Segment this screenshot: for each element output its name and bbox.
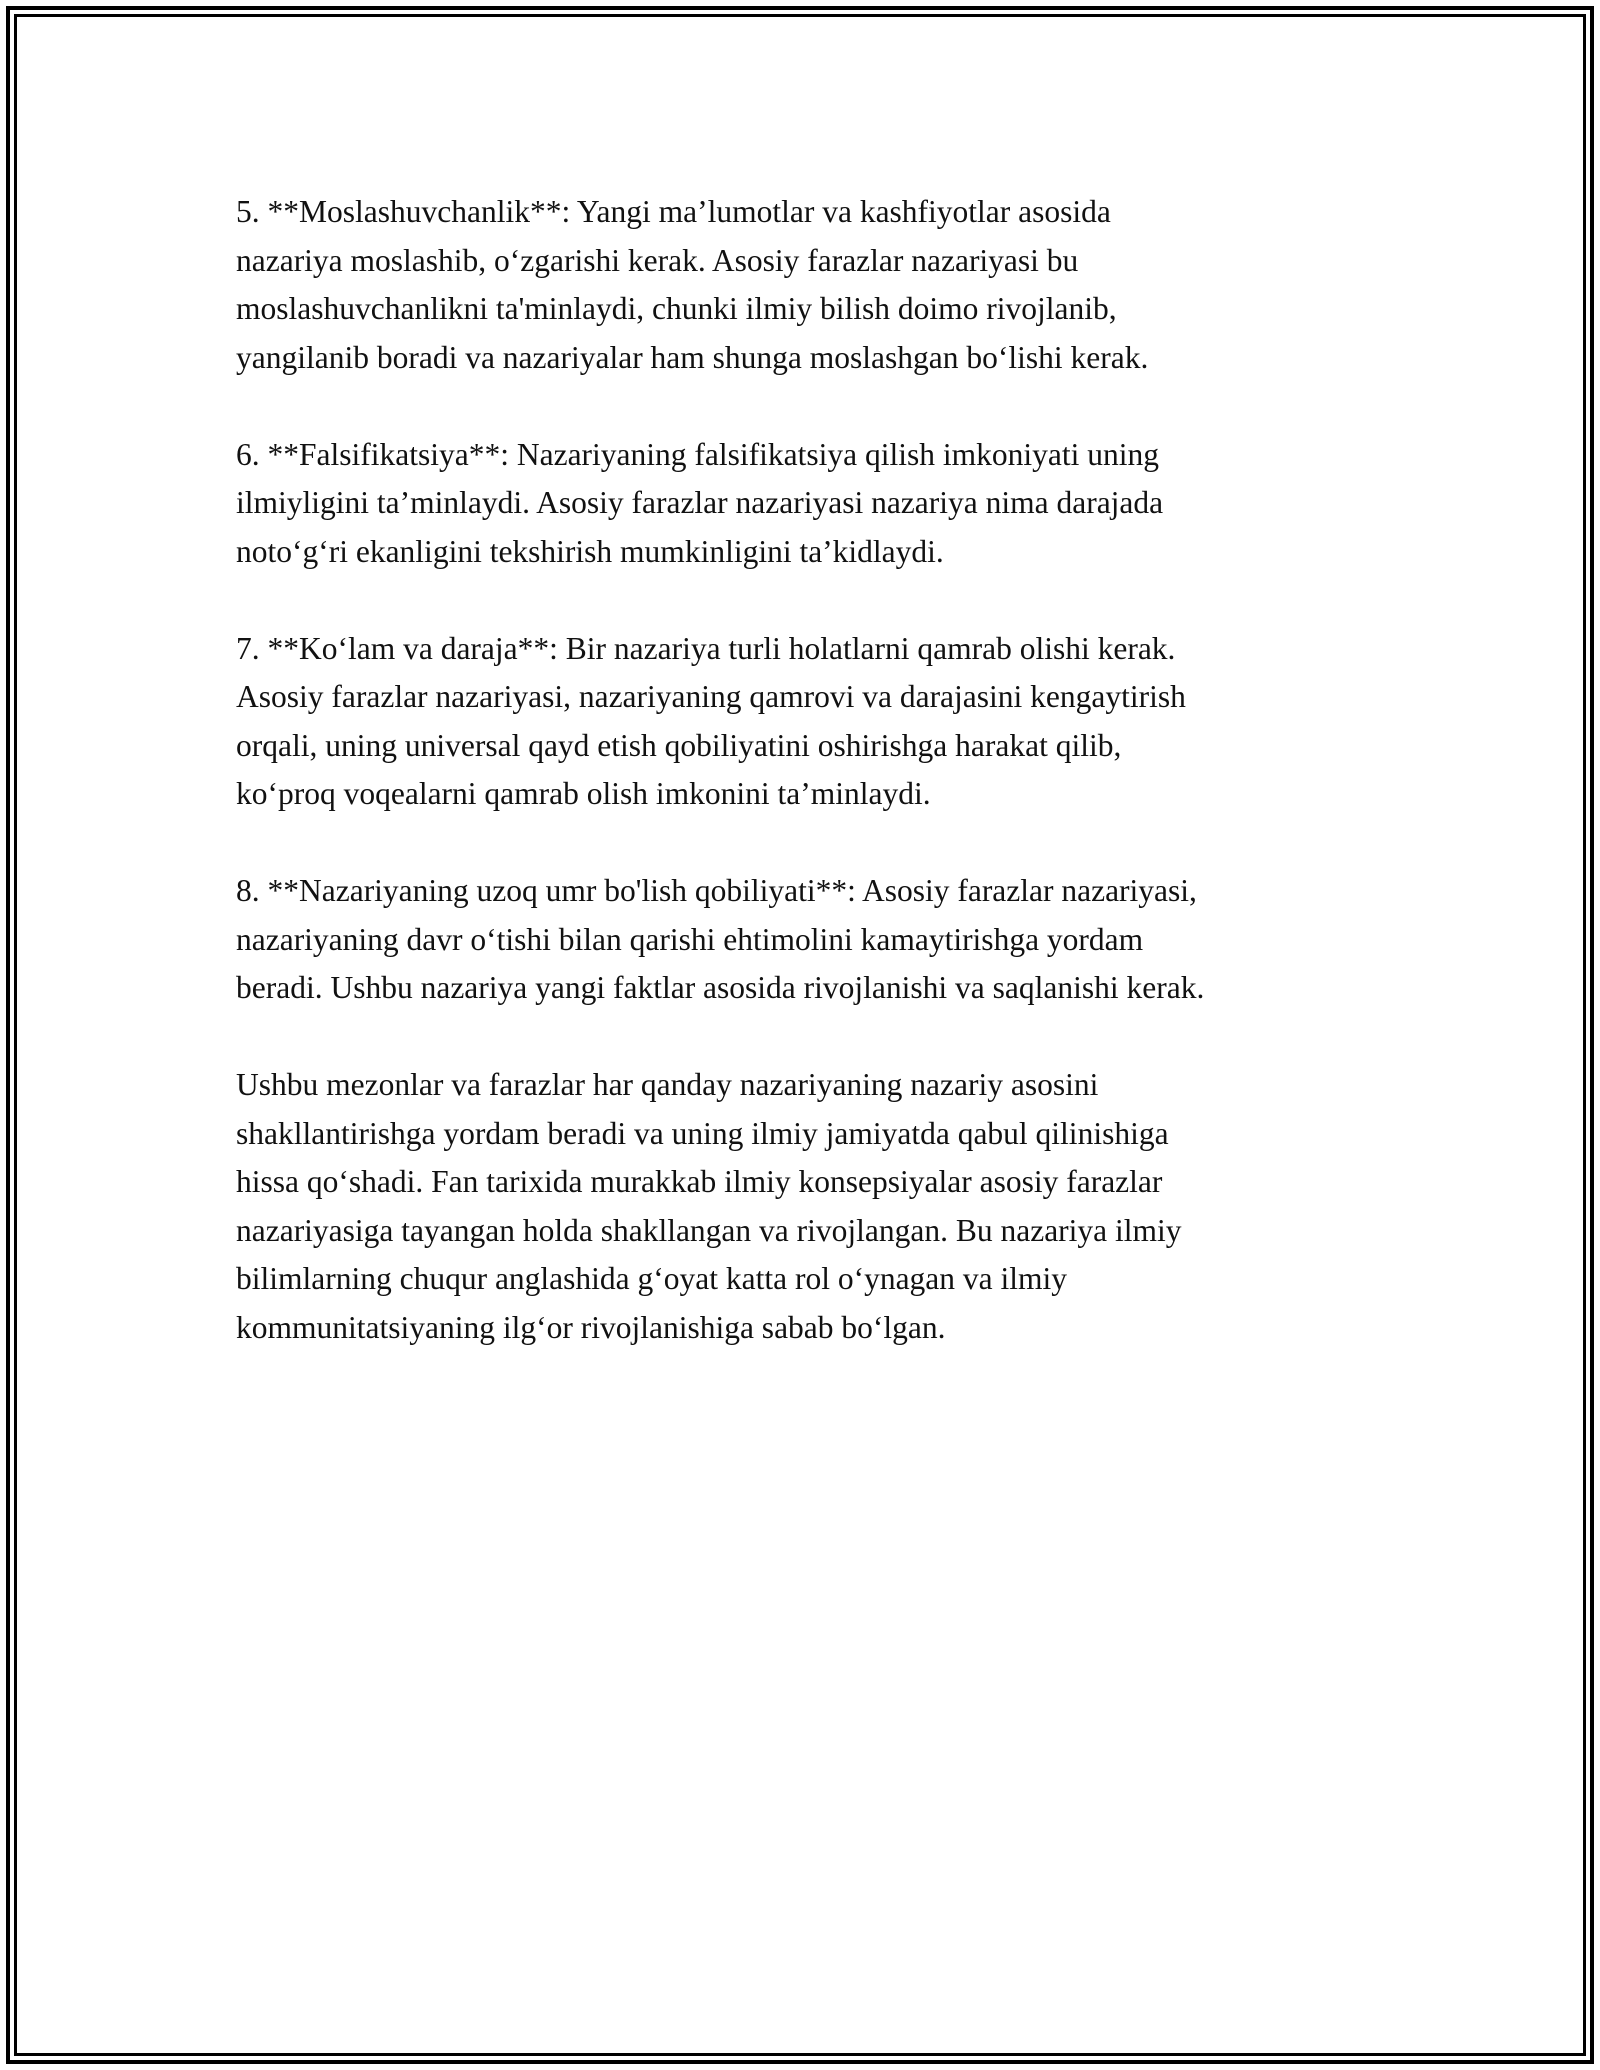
paragraph-conclusion: Ushbu mezonlar va farazlar har qanday nazariyaning nazariy asosini shakllantirishga yordam beradi va uning ilmiy jamiyatda qabul qilinishiga hissa qo‘shadi. Fan tarixida murakkab ilmiy konsepsiyalar asosiy farazlar nazariyasiga tayangan holda shakllangan va rivojlangan. Bu nazariya ilmiy bilimlarning chuqur anglashida g‘oyat katta rol o‘ynagan va ilmiy kommunitatsiyaning ilg‘or rivojlanishiga sabab bo‘lgan. bbox=[236, 1067, 1182, 1345]
paragraph-adaptability: 5. **Moslashuvchanlik**: Yangi ma’lumotlar va kashfiyotlar asosida nazariya moslashib, o‘zgarishi kerak. Asosiy farazlar nazariyasi bu moslashuvchanlikni ta'minlaydi, chunki ilmiy bilish doimo rivojlanib, yangilanib boradi va nazariyalar ham shunga moslashgan bo‘lishi kerak. bbox=[236, 194, 1149, 375]
paragraph-scope-and-level: 7. **Ko‘lam va daraja**: Bir nazariya turli holatlarni qamrab olishi kerak. Asosiy farazlar nazariyasi, nazariyaning qamrovi va darajasini kengaytirish orqali, uning universal qayd etish qobiliyatini oshirishga harakat qilib, ko‘proq voqealarni qamrab olish imkonini ta’minlaydi. bbox=[236, 630, 1186, 811]
paragraph-longevity: 8. **Nazariyaning uzoq umr bo'lish qobiliyati**: Asosiy farazlar nazariyasi, nazariyaning davr o‘tishi bilan qarishi ehtimolini kamaytirishga yordam beradi. Ushbu nazariya yangi faktlar asosida rivojlanishi va saqlanishi kerak. bbox=[236, 873, 1205, 1005]
paragraph-falsification: 6. **Falsifikatsiya**: Nazariyaning falsifikatsiya qilish imkoniyati uning ilmiyligini ta’minlaydi. Asosiy farazlar nazariyasi nazariya nima darajada noto‘g‘ri ekanligini tekshirish mumkinligini ta’kidlaydi. bbox=[236, 436, 1164, 569]
document-body bbox=[236, 188, 1376, 1401]
